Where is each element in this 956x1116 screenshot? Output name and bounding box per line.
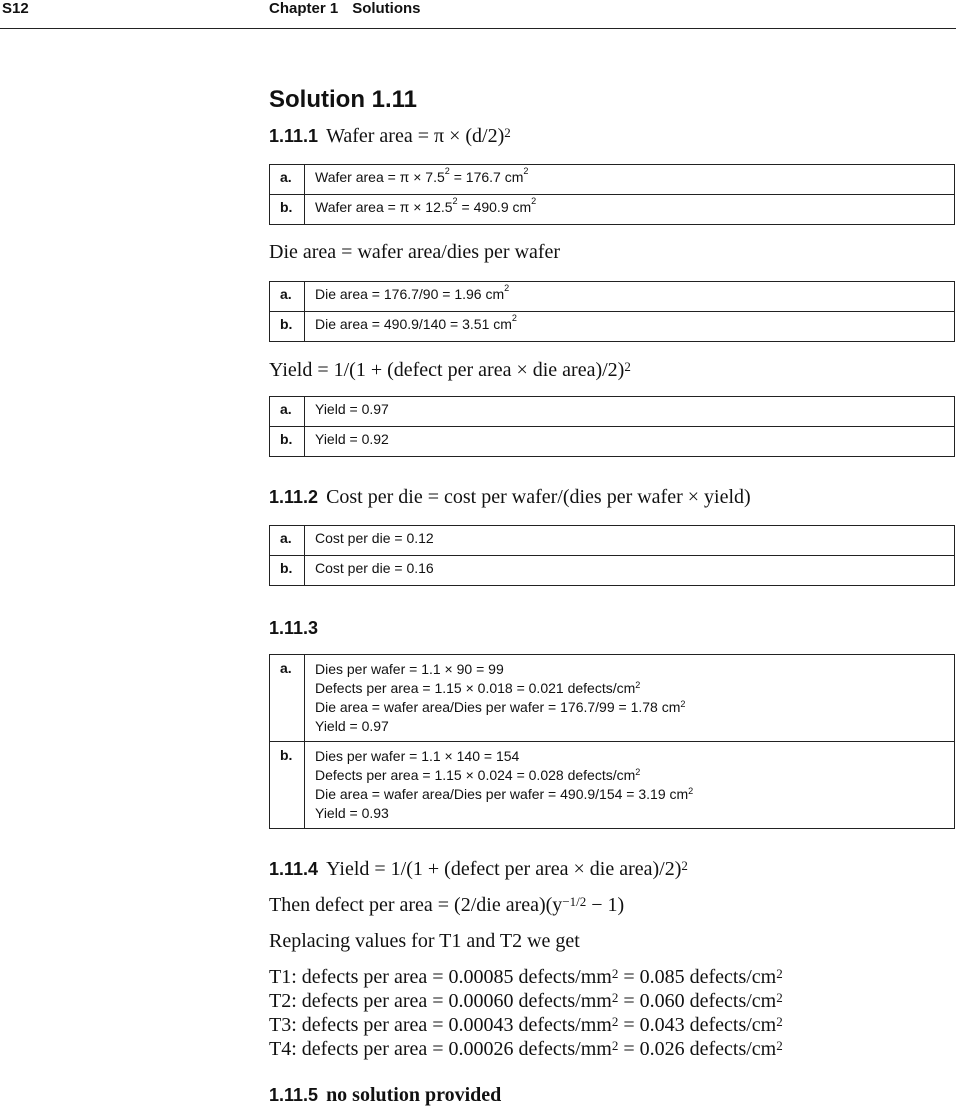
subsection-2-heading: 1.11.2 Cost per die = cost per wafer/(dies per wafer × yield)	[269, 486, 751, 508]
subsection-4-heading: 1.11.4 Yield = 1/(1 + (defect per area × die area)/2)$^2$	[269, 858, 688, 880]
table-row: b. Yield = 0.92	[270, 427, 955, 457]
table-row: a. Wafer area = $\pi \times 7.5^2 = 176.7$ $cm^2$	[270, 165, 955, 195]
list-item: T2: defects per area = 0.00060 defects/$mm^2 = 0.060$ defects/$cm^2$	[269, 990, 783, 1012]
solution-body	[269, 86, 956, 1107]
replacing-values-text: Replacing values for T1 and T2 we get	[269, 930, 580, 952]
subsection-3-heading	[269, 616, 956, 640]
table-row: a. Dies per wafer = 1.1 × 90 = 99 Defects per area = 1.15 × 0.018 = 0.021 defects/$cm^2$ Die area = wafer area/Dies per wafer = 176.7/99 = 1.78 $cm^2$ Yield = 0.97	[270, 655, 955, 742]
table-row: b. Wafer area = $\pi \times 12.5^2 = 490.9$ $cm^2$	[270, 195, 955, 225]
cost-per-die-table	[269, 525, 955, 586]
die-area-table	[269, 281, 955, 342]
section-label: Solutions	[352, 0, 421, 17]
table-row: b. Die area = 490.9/140 = 3.51 $cm^2$	[270, 312, 955, 342]
table-row: b. Dies per wafer = 1.1 × 140 = 154 Defects per area = 1.15 × 0.024 = 0.028 defects/$cm^2$ Die area = wafer area/Dies per wafer = 490.9/154 = 3.19 $cm^2$ Yield = 0.93	[270, 742, 955, 829]
subsection-number: 1.11.5	[269, 1085, 319, 1105]
subsection-5-heading: 1.11.5 no solution provided	[269, 1084, 502, 1106]
table-row: a. Cost per die = 0.12	[270, 526, 955, 556]
running-head	[269, 0, 421, 17]
yield-table	[269, 396, 955, 457]
scaled-die-table	[269, 654, 955, 829]
die-area-formula: Die area = wafer area/dies per wafer	[269, 241, 561, 263]
subsection-number: 1.11.4	[269, 859, 319, 879]
list-item: T4: defects per area = 0.00026 defects/$mm^2 = 0.026$ defects/$cm^2$	[269, 1038, 783, 1060]
table-row: b. Cost per die = 0.16	[270, 556, 955, 586]
subsection-number: 1.11.3	[269, 618, 319, 638]
defects-results	[269, 965, 956, 1061]
list-item: T1: defects per area = 0.00085 defects/$mm^2 = 0.085$ defects/$cm^2$	[269, 966, 783, 988]
page-number: S12	[2, 0, 29, 17]
list-item: T3: defects per area = 0.00043 defects/$mm^2 = 0.043$ defects/$cm^2$	[269, 1014, 783, 1036]
table-row: a. Die area = 176.7/90 = 1.96 $cm^2$	[270, 282, 955, 312]
yield-formula: Yield = 1/(1 + (defect per area × die area)/2)$^2$	[269, 359, 631, 381]
subsection-number: 1.11.1	[269, 126, 319, 146]
wafer-area-table	[269, 164, 955, 225]
subsection-1-heading: 1.11.1 Wafer area = $\pi \times (d/2)^2$	[269, 125, 511, 147]
table-row: a. Yield = 0.97	[270, 397, 955, 427]
chapter-label: Chapter 1	[269, 0, 339, 17]
page-header	[0, 0, 956, 29]
solution-title: Solution 1.11	[269, 86, 418, 113]
subsection-number: 1.11.2	[269, 487, 319, 507]
defect-per-area-formula: Then defect per area = (2/die $area)(y^{-1/2} - 1)$	[269, 894, 625, 916]
